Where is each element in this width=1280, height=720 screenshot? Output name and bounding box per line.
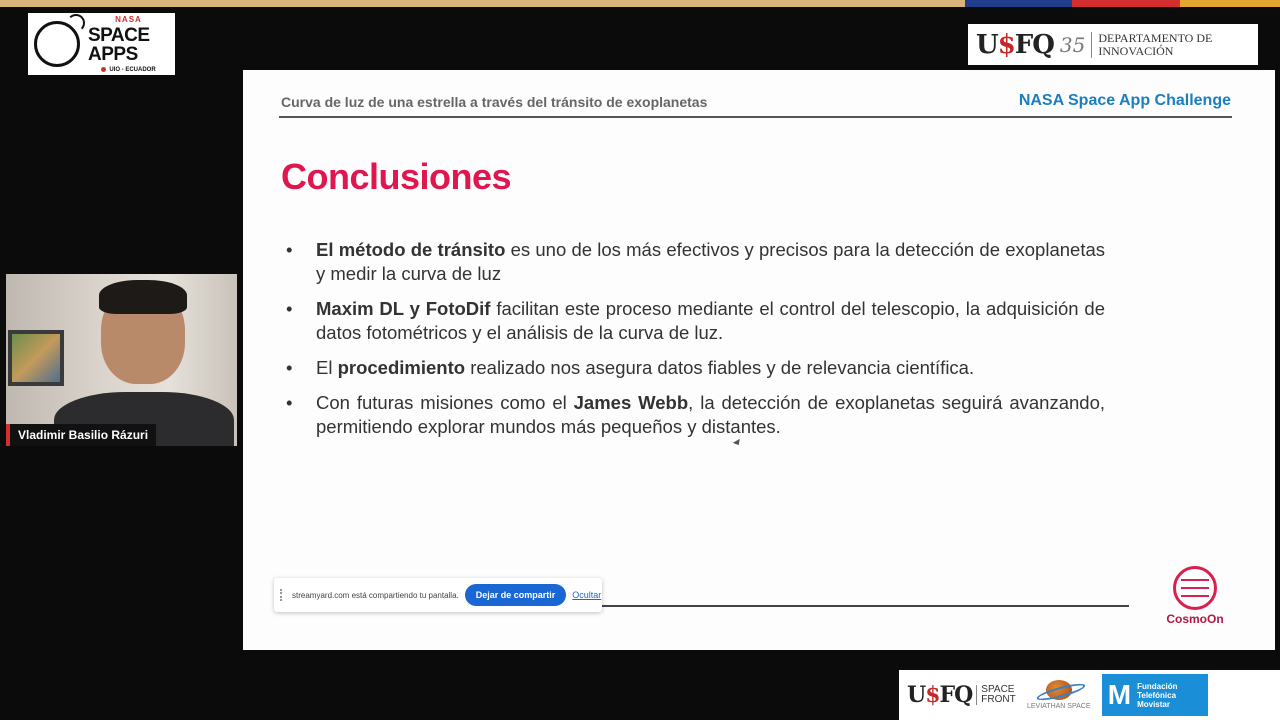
header-divider: [279, 116, 1232, 118]
list-item: • Maxim DL y FotoDif facilitan este proceso mediante el control del telescopio, la adquisición de datos fotométricos y el análisis de la curva de luz.: [283, 297, 1105, 345]
sponsor-strip: [899, 670, 1280, 720]
cosmoon-icon: [1173, 566, 1217, 610]
usfq-innovation-logo: [968, 24, 1258, 65]
share-message: streamyard.com está compartiendo tu pantalla.: [292, 590, 459, 600]
conclusions-list: [283, 238, 1105, 450]
space-apps-label: SPACE APPS: [88, 24, 150, 65]
leviathan-space-logo: LEVIATHAN SPACE: [1024, 674, 1094, 716]
cosmoon-logo: [1160, 566, 1230, 626]
slide-title: Conclusiones: [281, 156, 512, 197]
drag-handle-icon[interactable]: [280, 589, 286, 601]
wall-painting: [8, 330, 64, 386]
usfq-wordmark: U$FQ: [976, 29, 1054, 60]
stop-sharing-button[interactable]: Dejar de compartir: [465, 584, 567, 606]
slide-subtitle: Curva de luz de una estrella a través del tránsito de exoplanetas: [281, 94, 708, 110]
presenter-name-tag: Vladimir Basilio Rázuri: [6, 424, 156, 446]
fundacion-movistar-logo: M Fundación Telefónica Movistar: [1102, 674, 1208, 716]
presenter-hair: [99, 280, 187, 314]
nasa-label: NASA: [115, 14, 142, 24]
top-color-strip: [0, 0, 1280, 7]
usfq-years: 35: [1059, 32, 1086, 57]
cosmoon-label: CosmoOn: [1166, 612, 1224, 626]
list-item: • Con futuras misiones como el James Webb, la detección de exoplanetas seguirá avanzando, permitiendo explorar mundos más pequeños y distantes.: [283, 391, 1105, 439]
space-apps-planet-icon: [34, 21, 80, 67]
planet-icon: [1046, 680, 1072, 700]
slide-event-label: NASA Space App Challenge: [1018, 92, 1231, 109]
location-pin-icon: [101, 67, 106, 72]
webcam-feed: [6, 274, 237, 446]
list-item: • El procedimiento realizado nos asegura datos fiables y de relevancia científica.: [283, 356, 1105, 380]
hide-link[interactable]: Ocultar: [572, 590, 602, 600]
nasa-space-apps-logo: [28, 13, 175, 75]
usfq-space-front-logo: U$FQ SPACE FRONT: [907, 682, 1016, 708]
movistar-m-icon: M: [1107, 679, 1132, 710]
screen-share-bar[interactable]: [274, 578, 602, 612]
city-label: UIO - ECUADOR: [101, 67, 155, 73]
list-item: • El método de tránsito es uno de los más efectivos y precisos para la detección de exoplanetas y medir la curva de luz: [283, 238, 1105, 286]
shared-slide: [243, 70, 1275, 650]
department-label: DEPARTAMENTO DE INNOVACIÓN: [1091, 32, 1212, 58]
